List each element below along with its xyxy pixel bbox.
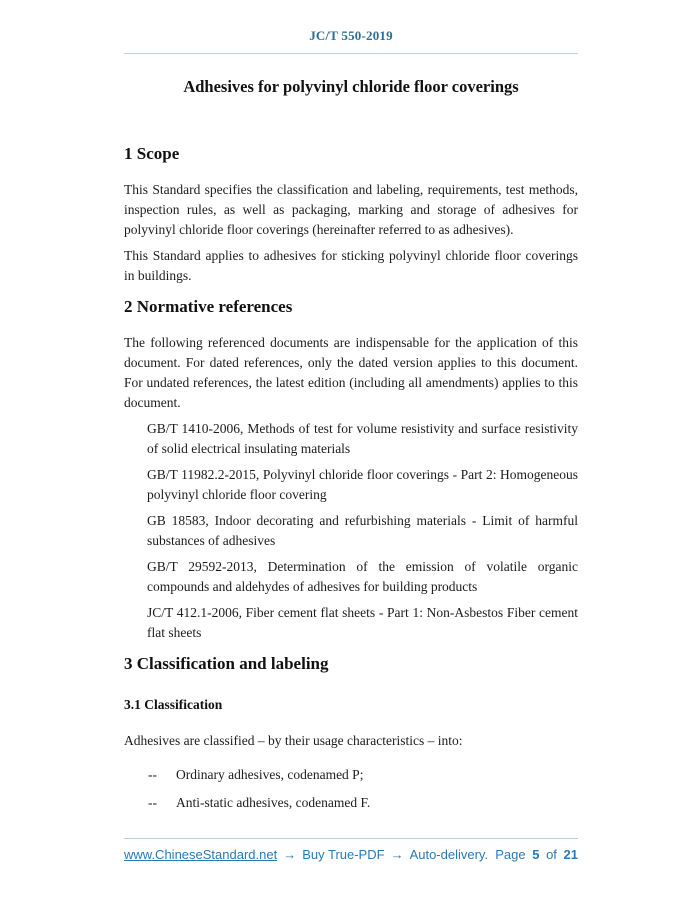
header-doc-number: JC/T 550-2019 xyxy=(309,28,393,43)
footer-buy-text: Buy True-PDF xyxy=(302,847,385,862)
arrow-right-icon: → xyxy=(283,847,297,862)
reference-item-3: GB 18583, Indoor decorating and refurbishing materials - Limit of harmful substances of adhesives xyxy=(147,513,578,548)
normative-intro: The following referenced documents are indispensable for the application of this document. For dated references, only the dated version applies to this document. For undated references, the latest edition (including all amendments) applies to this document. xyxy=(124,335,578,410)
reference-item-5: JC/T 412.1-2006, Fiber cement flat sheets - Part 1: Non-Asbestos Fiber cement flat sheets xyxy=(147,605,578,640)
list-bullet: -- xyxy=(148,795,157,810)
list-bullet: -- xyxy=(148,767,157,782)
footer-delivery-text: Auto-delivery. xyxy=(409,847,489,862)
page-label: Page xyxy=(495,847,526,862)
header-rule xyxy=(124,53,578,54)
reference-item-2: GB/T 11982.2-2015, Polyvinyl chloride floor coverings - Part 2: Homogeneous polyvinyl chloride floor covering xyxy=(147,467,578,502)
scope-paragraph-1: This Standard specifies the classification and labeling, requirements, test methods, inspection rules, as well as packaging, marking and storage of adhesives for polyvinyl chloride floor coverings (hereinafter referred to as adhesives). xyxy=(124,182,578,237)
reference-item-4: GB/T 29592-2013, Determination of the emission of volatile organic compounds and aldehydes of adhesives for building products xyxy=(147,559,578,594)
arrow-right-icon: → xyxy=(390,847,404,862)
section-heading-scope: 1 Scope xyxy=(124,144,180,163)
page-footer xyxy=(124,838,578,863)
document-title: Adhesives for polyvinyl chloride floor coverings xyxy=(183,77,519,96)
footer-left xyxy=(124,847,488,863)
reference-item-1: GB/T 1410-2006, Methods of test for volume resistivity and surface resistivity of solid electrical insulating materials xyxy=(147,421,578,456)
scope-paragraph-2: This Standard applies to adhesives for sticking polyvinyl chloride floor coverings in buildings. xyxy=(124,248,578,283)
list-item-text: Ordinary adhesives, codenamed P; xyxy=(176,767,364,782)
section-heading-normative-references: 2 Normative references xyxy=(124,297,293,316)
page-total: 21 xyxy=(563,847,578,862)
list-item-text: Anti-static adhesives, codenamed F. xyxy=(176,795,371,810)
page-indicator xyxy=(495,847,578,863)
website-link[interactable]: www.ChineseStandard.net xyxy=(124,847,278,862)
subsection-heading-classification: 3.1 Classification xyxy=(124,697,223,712)
list-item-antistatic-adhesives xyxy=(148,793,578,813)
page-current: 5 xyxy=(532,847,540,862)
classification-intro: Adhesives are classified – by their usage characteristics – into: xyxy=(124,733,463,748)
section-heading-classification: 3 Classification and labeling xyxy=(124,654,329,673)
of-label: of xyxy=(546,847,557,862)
footer-row xyxy=(124,839,578,863)
list-item-ordinary-adhesives xyxy=(148,765,578,785)
